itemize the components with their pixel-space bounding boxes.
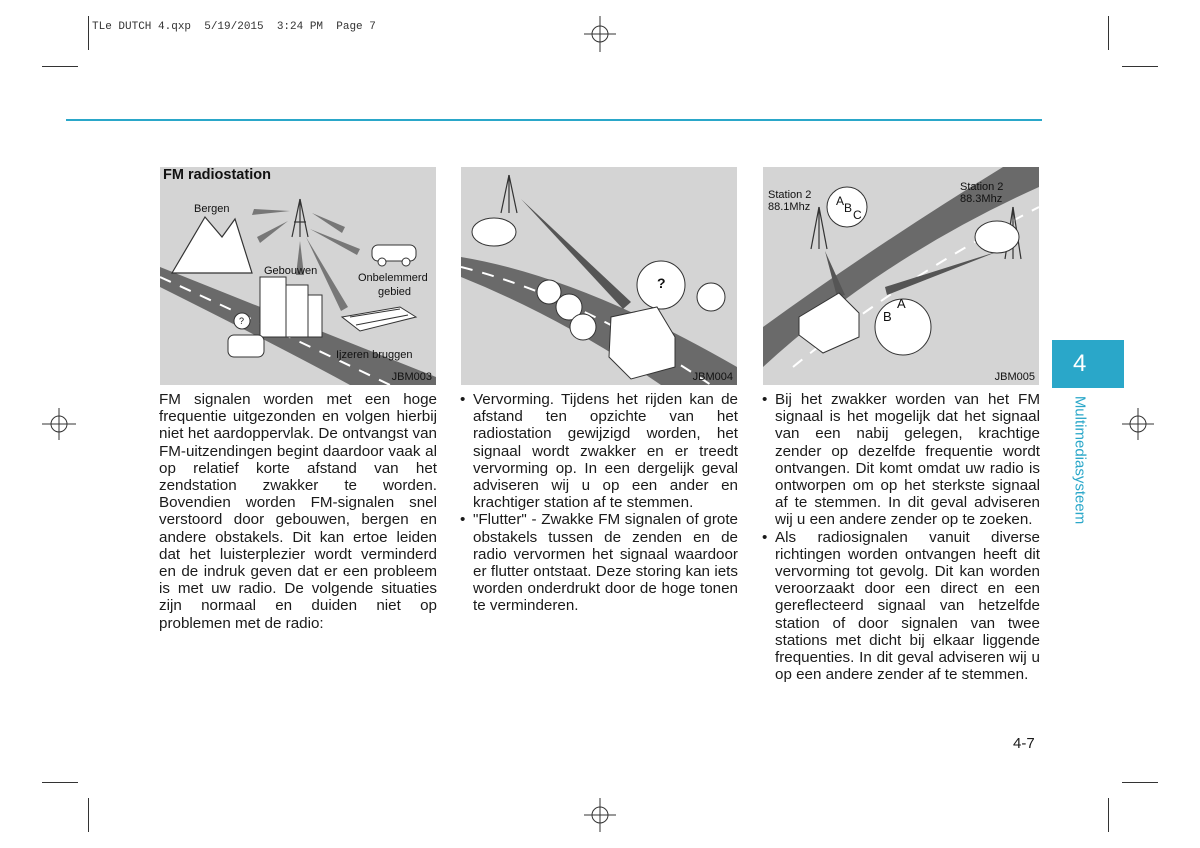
- column-left: [159, 391, 437, 632]
- label-bridges: Ijzeren bruggen: [336, 349, 413, 361]
- column-middle: [460, 391, 738, 615]
- label-buildings: Gebouwen: [264, 265, 318, 277]
- header-rule: [66, 119, 1042, 121]
- label-mountains: Bergen: [194, 203, 230, 215]
- figure-distortion: [461, 167, 737, 385]
- print-slug: TLe DUTCH 4.qxp 5/19/2015 3:24 PM Page 7: [92, 21, 376, 33]
- chapter-title: Multimediasysteem: [1071, 395, 1089, 525]
- bullet-weak-signal: • Bij het zwakker worden van het FM signaal is het mogelijk dat het signaal van een nabij gelegen, krachtige zender op dezelfde frequentie wordt ontvangen. Dit komt omdat uw radio is ontworpen om op het sterkste signaal af te stemmen. In dit geval adviseren wij u een andere zender op te zoeken.: [762, 391, 1040, 529]
- chapter-tab: [1052, 340, 1124, 388]
- figure-fm-radiostation: [160, 167, 436, 385]
- figure-multipath: [763, 167, 1039, 385]
- figure-code: JBM005: [994, 371, 1035, 383]
- figure-distortion-illustration: [461, 167, 737, 385]
- question-mark: ?: [239, 316, 245, 326]
- bullet-multipath: • Als radiosignalen vanuit diverse richtingen worden ontvangen heeft dit vervorming tot gevolg. Dit kan worden veroorzaakt door een direct en een gereflecteerd signaal van hetzelfde station of door signalen van twee stations met dicht bij elkaar liggende frequenties. In dit geval adviseren wij u op een andere zender af te stemmen.: [762, 529, 1040, 684]
- bullet-distortion: • Vervorming. Tijdens het rijden kan de afstand ten opzichte van het radiostation gewijzigd worden, het signaal wordt zwakker en er treedt vervorming op. In een dergelijk geval adviseren wij u op een ander en krachtiger station af te stemmen.: [460, 391, 738, 511]
- chapter-number: 4: [1073, 350, 1087, 377]
- bubble-letter-b: B: [844, 201, 853, 215]
- page-number: 4-7: [1013, 735, 1035, 752]
- column-right: [762, 391, 1040, 683]
- bubble-letter-c: C: [853, 208, 862, 222]
- figure-code: JBM004: [692, 371, 733, 383]
- station-right-freq: 88.3Mhz: [960, 193, 1003, 205]
- figure-code: JBM003: [391, 371, 432, 383]
- bullet-flutter: • "Flutter" - Zwakke FM signalen of grote obstakels tussen de zenden en de radio vervormen het signaal waardoor er flutter ontstaat. Deze storing kan iets worden onderdrukt door de hoge tonen te verminderen.: [460, 511, 738, 614]
- label-open-area: Onbelemmerd: [358, 272, 428, 284]
- question-mark: ?: [657, 275, 666, 291]
- figure-title: FM radiostation: [163, 167, 271, 183]
- station-left-freq: 88.1Mhz: [768, 201, 811, 213]
- bubble2-letter-a: A: [897, 296, 906, 311]
- intro-paragraph: FM signalen worden met een hoge frequentie uitgezonden en volgen hierbij niet het aardoppervlak. De ontvangst van FM-uitzendingen begint daardoor vaak al op relatief korte afstand van het zendstation zwakker te worden. Bovendien worden FM-signalen snel verstoord door gebouwen, bergen en andere obstakels. Dit kan ertoe leiden dat het luisterplezier wordt verminderd en de indruk geven dat er een probleem is met uw radio. De volgende situaties zijn normaal en duiden niet op problemen met de radio:: [159, 391, 437, 632]
- bubble-letter-a: A: [836, 194, 845, 208]
- station-right-name: Station 2: [960, 181, 1004, 193]
- label-open-area-2: gebied: [378, 286, 412, 298]
- station-left-name: Station 2: [768, 189, 812, 201]
- bubble2-letter-b: B: [883, 309, 892, 324]
